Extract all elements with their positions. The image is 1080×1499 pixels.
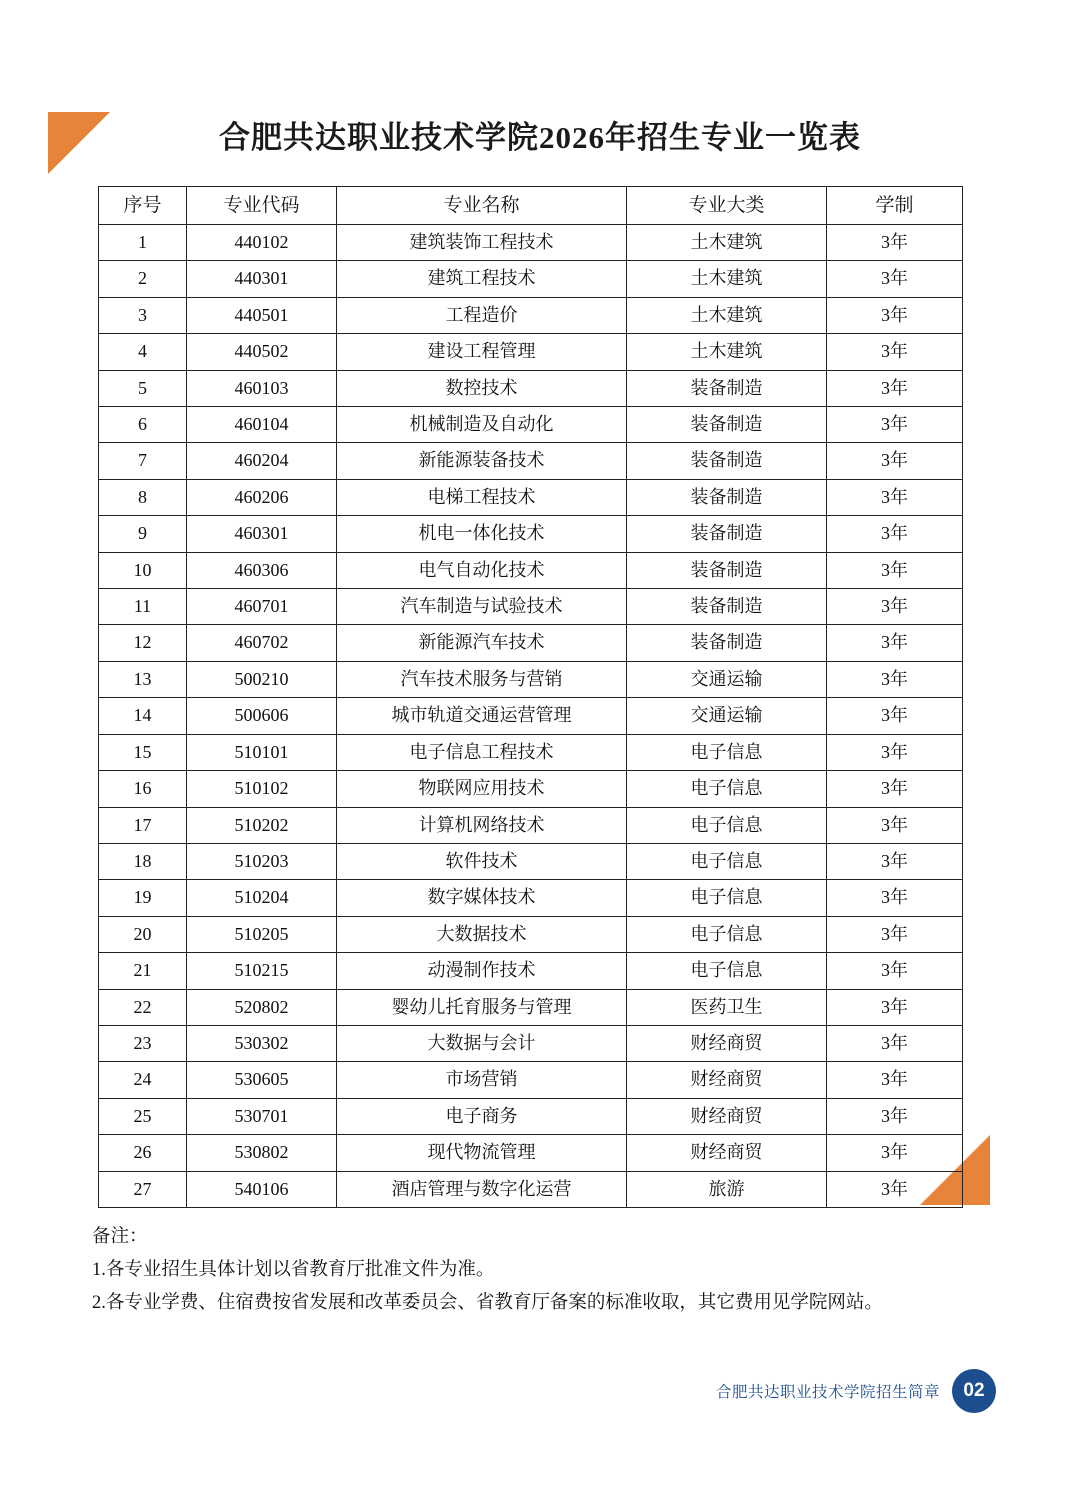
- cell-category: 电子信息: [627, 807, 827, 843]
- cell-category: 装备制造: [627, 589, 827, 625]
- cell-index: 10: [99, 552, 187, 588]
- cell-name: 动漫制作技术: [337, 953, 627, 989]
- cell-index: 24: [99, 1062, 187, 1098]
- table-row: [99, 443, 963, 479]
- cell-name: 电子信息工程技术: [337, 734, 627, 770]
- cell-code: 510203: [187, 843, 337, 879]
- cell-duration: 3年: [827, 843, 963, 879]
- cell-name: 市场营销: [337, 1062, 627, 1098]
- cell-name: 机械制造及自动化: [337, 407, 627, 443]
- cell-index: 4: [99, 334, 187, 370]
- cell-index: 14: [99, 698, 187, 734]
- cell-index: 19: [99, 880, 187, 916]
- table-row: [99, 1135, 963, 1171]
- cell-duration: 3年: [827, 1025, 963, 1061]
- table-row: [99, 916, 963, 952]
- cell-index: 16: [99, 771, 187, 807]
- table-row: [99, 1062, 963, 1098]
- cell-code: 460701: [187, 589, 337, 625]
- cell-category: 装备制造: [627, 443, 827, 479]
- cell-index: 9: [99, 516, 187, 552]
- cell-code: 440501: [187, 297, 337, 333]
- table-row: [99, 407, 963, 443]
- cell-code: 530701: [187, 1098, 337, 1134]
- table-row: [99, 734, 963, 770]
- cell-category: 装备制造: [627, 552, 827, 588]
- cell-duration: 3年: [827, 334, 963, 370]
- cell-index: 23: [99, 1025, 187, 1061]
- cell-index: 3: [99, 297, 187, 333]
- cell-code: 500606: [187, 698, 337, 734]
- cell-duration: 3年: [827, 261, 963, 297]
- cell-duration: 3年: [827, 1098, 963, 1134]
- table-row: [99, 297, 963, 333]
- cell-name: 机电一体化技术: [337, 516, 627, 552]
- cell-name: 电子商务: [337, 1098, 627, 1134]
- cell-category: 土木建筑: [627, 297, 827, 333]
- cell-category: 财经商贸: [627, 1098, 827, 1134]
- cell-category: 装备制造: [627, 407, 827, 443]
- table-row: [99, 880, 963, 916]
- table-row: [99, 589, 963, 625]
- cell-index: 11: [99, 589, 187, 625]
- cell-category: 装备制造: [627, 625, 827, 661]
- cell-name: 婴幼儿托育服务与管理: [337, 989, 627, 1025]
- note-item-2: 2.各专业学费、住宿费按省发展和改革委员会、省教育厅备案的标准收取，其它费用见学院网站。: [92, 1293, 883, 1313]
- column-header-name: 专业名称: [337, 187, 627, 225]
- cell-index: 12: [99, 625, 187, 661]
- cell-code: 460702: [187, 625, 337, 661]
- cell-duration: 3年: [827, 516, 963, 552]
- cell-code: 510101: [187, 734, 337, 770]
- cell-code: 460306: [187, 552, 337, 588]
- cell-code: 510102: [187, 771, 337, 807]
- cell-category: 医药卫生: [627, 989, 827, 1025]
- cell-category: 交通运输: [627, 661, 827, 697]
- table-row: [99, 479, 963, 515]
- cell-name: 现代物流管理: [337, 1135, 627, 1171]
- cell-category: 电子信息: [627, 953, 827, 989]
- cell-duration: 3年: [827, 661, 963, 697]
- cell-duration: 3年: [827, 297, 963, 333]
- table-row: [99, 225, 963, 261]
- page-title: 合肥共达职业技术学院2026年招生专业一览表: [219, 120, 861, 155]
- table-row: [99, 261, 963, 297]
- table-row: [99, 698, 963, 734]
- cell-category: 装备制造: [627, 370, 827, 406]
- cell-category: 财经商贸: [627, 1025, 827, 1061]
- table-row: [99, 661, 963, 697]
- cell-category: 电子信息: [627, 880, 827, 916]
- cell-index: 6: [99, 407, 187, 443]
- cell-name: 汽车技术服务与营销: [337, 661, 627, 697]
- cell-name: 电梯工程技术: [337, 479, 627, 515]
- cell-category: 财经商贸: [627, 1135, 827, 1171]
- cell-category: 装备制造: [627, 516, 827, 552]
- cell-name: 建筑装饰工程技术: [337, 225, 627, 261]
- cell-duration: 3年: [827, 225, 963, 261]
- cell-duration: 3年: [827, 807, 963, 843]
- cell-category: 电子信息: [627, 771, 827, 807]
- cell-index: 20: [99, 916, 187, 952]
- cell-name: 电气自动化技术: [337, 552, 627, 588]
- cell-code: 500210: [187, 661, 337, 697]
- cell-category: 电子信息: [627, 916, 827, 952]
- cell-index: 1: [99, 225, 187, 261]
- cell-code: 530605: [187, 1062, 337, 1098]
- cell-code: 530802: [187, 1135, 337, 1171]
- cell-category: 土木建筑: [627, 261, 827, 297]
- cell-name: 大数据与会计: [337, 1025, 627, 1061]
- cell-name: 建设工程管理: [337, 334, 627, 370]
- page-number-badge: 02: [952, 1369, 996, 1413]
- cell-index: 8: [99, 479, 187, 515]
- cell-code: 520802: [187, 989, 337, 1025]
- cell-duration: 3年: [827, 734, 963, 770]
- table-row: [99, 989, 963, 1025]
- cell-duration: 3年: [827, 443, 963, 479]
- cell-index: 2: [99, 261, 187, 297]
- cell-duration: 3年: [827, 1135, 963, 1171]
- cell-code: 440502: [187, 334, 337, 370]
- cell-duration: 3年: [827, 771, 963, 807]
- table-row: [99, 953, 963, 989]
- cell-name: 数控技术: [337, 370, 627, 406]
- cell-name: 工程造价: [337, 297, 627, 333]
- table-row: [99, 516, 963, 552]
- table-row: [99, 552, 963, 588]
- cell-category: 装备制造: [627, 479, 827, 515]
- cell-duration: 3年: [827, 880, 963, 916]
- table-row: [99, 1098, 963, 1134]
- table-row: [99, 771, 963, 807]
- cell-index: 18: [99, 843, 187, 879]
- cell-category: 交通运输: [627, 698, 827, 734]
- cell-index: 27: [99, 1171, 187, 1207]
- cell-code: 460301: [187, 516, 337, 552]
- table-row: [99, 625, 963, 661]
- cell-duration: 3年: [827, 407, 963, 443]
- cell-index: 26: [99, 1135, 187, 1171]
- cell-index: 17: [99, 807, 187, 843]
- cell-name: 数字媒体技术: [337, 880, 627, 916]
- cell-name: 新能源装备技术: [337, 443, 627, 479]
- cell-index: 25: [99, 1098, 187, 1134]
- cell-duration: 3年: [827, 989, 963, 1025]
- note-item-1: 1.各专业招生具体计划以省教育厅批准文件为准。: [92, 1260, 495, 1280]
- cell-code: 440102: [187, 225, 337, 261]
- cell-duration: 3年: [827, 1062, 963, 1098]
- table-row: [99, 1025, 963, 1061]
- cell-index: 13: [99, 661, 187, 697]
- cell-name: 软件技术: [337, 843, 627, 879]
- cell-index: 15: [99, 734, 187, 770]
- cell-index: 21: [99, 953, 187, 989]
- cell-category: 土木建筑: [627, 334, 827, 370]
- cell-code: 440301: [187, 261, 337, 297]
- cell-duration: 3年: [827, 370, 963, 406]
- cell-code: 460103: [187, 370, 337, 406]
- cell-duration: 3年: [827, 552, 963, 588]
- cell-duration: 3年: [827, 1171, 963, 1207]
- cell-code: 540106: [187, 1171, 337, 1207]
- table-row: [99, 370, 963, 406]
- cell-code: 460206: [187, 479, 337, 515]
- cell-name: 新能源汽车技术: [337, 625, 627, 661]
- table-row: [99, 843, 963, 879]
- cell-category: 财经商贸: [627, 1062, 827, 1098]
- cell-index: 7: [99, 443, 187, 479]
- cell-name: 物联网应用技术: [337, 771, 627, 807]
- footer-label: 合肥共达职业技术学院招生简章: [715, 1384, 940, 1401]
- table-header-row: [99, 187, 963, 225]
- cell-code: 460104: [187, 407, 337, 443]
- cell-name: 城市轨道交通运营管理: [337, 698, 627, 734]
- cell-index: 22: [99, 989, 187, 1025]
- cell-duration: 3年: [827, 589, 963, 625]
- column-header-category: 专业大类: [627, 187, 827, 225]
- notes-heading: 备注：: [92, 1227, 148, 1247]
- cell-duration: 3年: [827, 479, 963, 515]
- table-header: [99, 187, 963, 225]
- column-header-duration: 学制: [827, 187, 963, 225]
- cell-code: 460204: [187, 443, 337, 479]
- column-header-index: 序号: [99, 187, 187, 225]
- table-row: [99, 334, 963, 370]
- notes-section: [92, 1222, 992, 1321]
- cell-code: 510202: [187, 807, 337, 843]
- cell-category: 电子信息: [627, 843, 827, 879]
- cell-duration: 3年: [827, 625, 963, 661]
- cell-category: 土木建筑: [627, 225, 827, 261]
- cell-name: 大数据技术: [337, 916, 627, 952]
- cell-duration: 3年: [827, 916, 963, 952]
- page-footer: [716, 1369, 996, 1413]
- cell-duration: 3年: [827, 953, 963, 989]
- cell-name: 建筑工程技术: [337, 261, 627, 297]
- cell-index: 5: [99, 370, 187, 406]
- cell-code: 510205: [187, 916, 337, 952]
- cell-code: 530302: [187, 1025, 337, 1061]
- cell-code: 510215: [187, 953, 337, 989]
- cell-name: 计算机网络技术: [337, 807, 627, 843]
- table-row: [99, 807, 963, 843]
- table-body: [99, 225, 963, 1208]
- cell-duration: 3年: [827, 698, 963, 734]
- majors-table: [98, 186, 963, 1208]
- cell-code: 510204: [187, 880, 337, 916]
- cell-category: 电子信息: [627, 734, 827, 770]
- cell-name: 酒店管理与数字化运营: [337, 1171, 627, 1207]
- column-header-code: 专业代码: [187, 187, 337, 225]
- cell-name: 汽车制造与试验技术: [337, 589, 627, 625]
- cell-category: 旅游: [627, 1171, 827, 1207]
- table-row: [99, 1171, 963, 1207]
